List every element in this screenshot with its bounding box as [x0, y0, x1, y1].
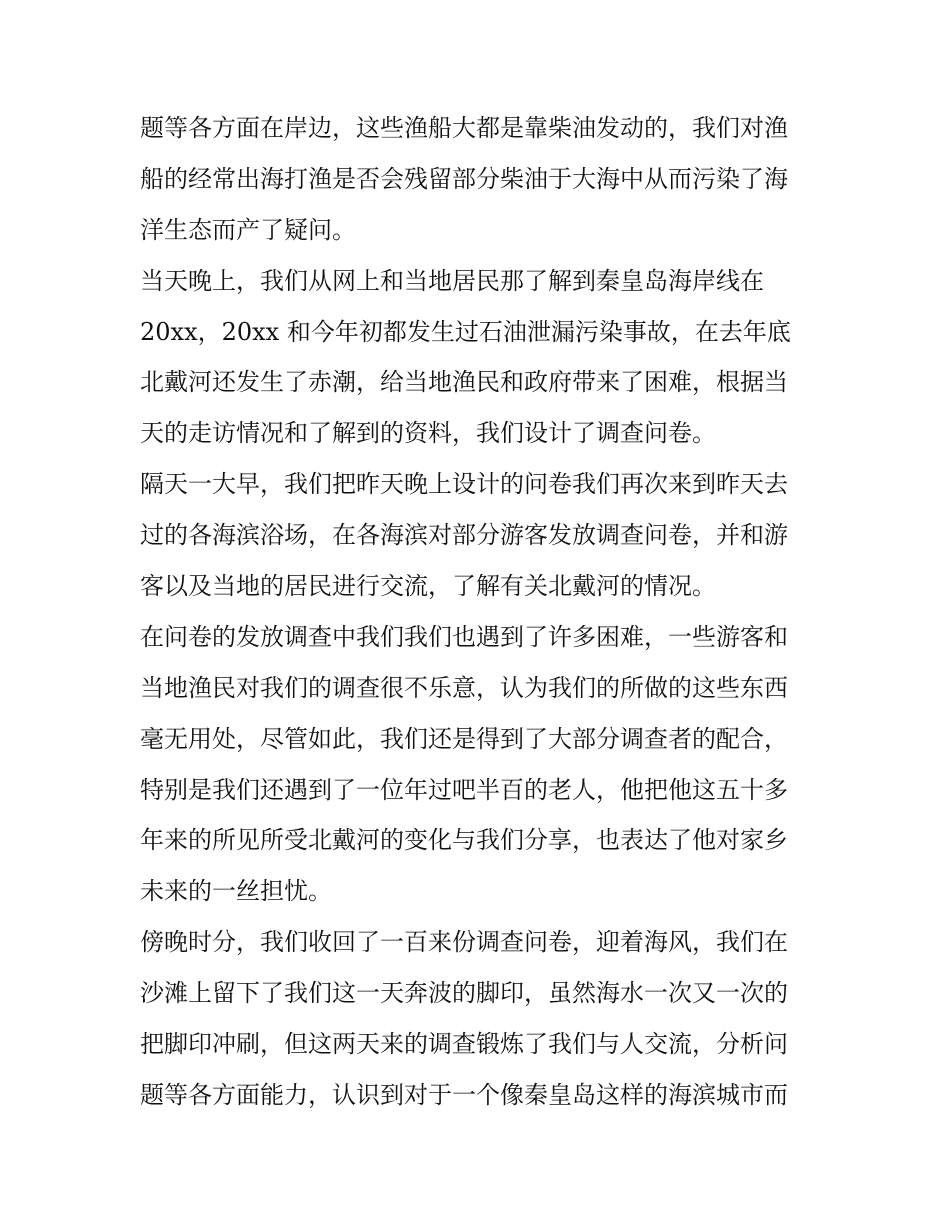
text-line: 年来的所见所受北戴河的变化与我们分享，也表达了他对家乡	[140, 826, 788, 855]
text-line: 把脚印冲刷，但这两天来的调查锻炼了我们与人交流，分析问	[140, 1030, 788, 1059]
text-line: 洋生态而产了疑问。	[140, 215, 356, 244]
text-line: 题等各方面能力，认识到对于一个像秦皇岛这样的海滨城市而	[140, 1080, 788, 1109]
text-line: 未来的一丝担忧。	[140, 877, 332, 906]
text-line: 过的各海滨浴场，在各海滨对部分游客发放调查问卷，并和游	[140, 521, 788, 550]
text-line: 北戴河还发生了赤潮，给当地渔民和政府带来了困难，根据当	[140, 368, 788, 397]
body-text	[140, 103, 820, 1121]
text-line: 傍晚时分，我们收回了一百来份调查问卷，迎着海风，我们在	[140, 928, 788, 957]
text-line: 天的走访情况和了解到的资料，我们设计了调查问卷。	[140, 419, 716, 448]
text-line: 当天晚上，我们从网上和当地居民那了解到秦皇岛海岸线在	[140, 266, 764, 295]
text-line: 毫无用处，尽管如此，我们还是得到了大部分调查者的配合，	[140, 724, 788, 753]
text-line: 客以及当地的居民进行交流，了解有关北戴河的情况。	[140, 572, 716, 601]
text-line: 沙滩上留下了我们这一天奔波的脚印，虽然海水一次又一次的	[140, 979, 788, 1008]
text-line: 特别是我们还遇到了一位年过吧半百的老人，他把他这五十多	[140, 775, 788, 804]
text-line: 在问卷的发放调查中我们我们也遇到了许多困难，一些游客和	[140, 622, 788, 651]
text-line: 船的经常出海打渔是否会残留部分柴油于大海中从而污染了海	[140, 164, 788, 193]
text-line: 当地渔民对我们的调查很不乐意，认为我们的所做的这些东西	[140, 673, 788, 702]
text-line: 20xx，20xx 和今年初都发生过石油泄漏污染事故，在去年底	[140, 317, 791, 346]
text-line: 隔天一大早，我们把昨天晚上设计的问卷我们再次来到昨天去	[140, 470, 788, 499]
text-line: 题等各方面在岸边，这些渔船大都是靠柴油发动的，我们对渔	[140, 114, 788, 142]
